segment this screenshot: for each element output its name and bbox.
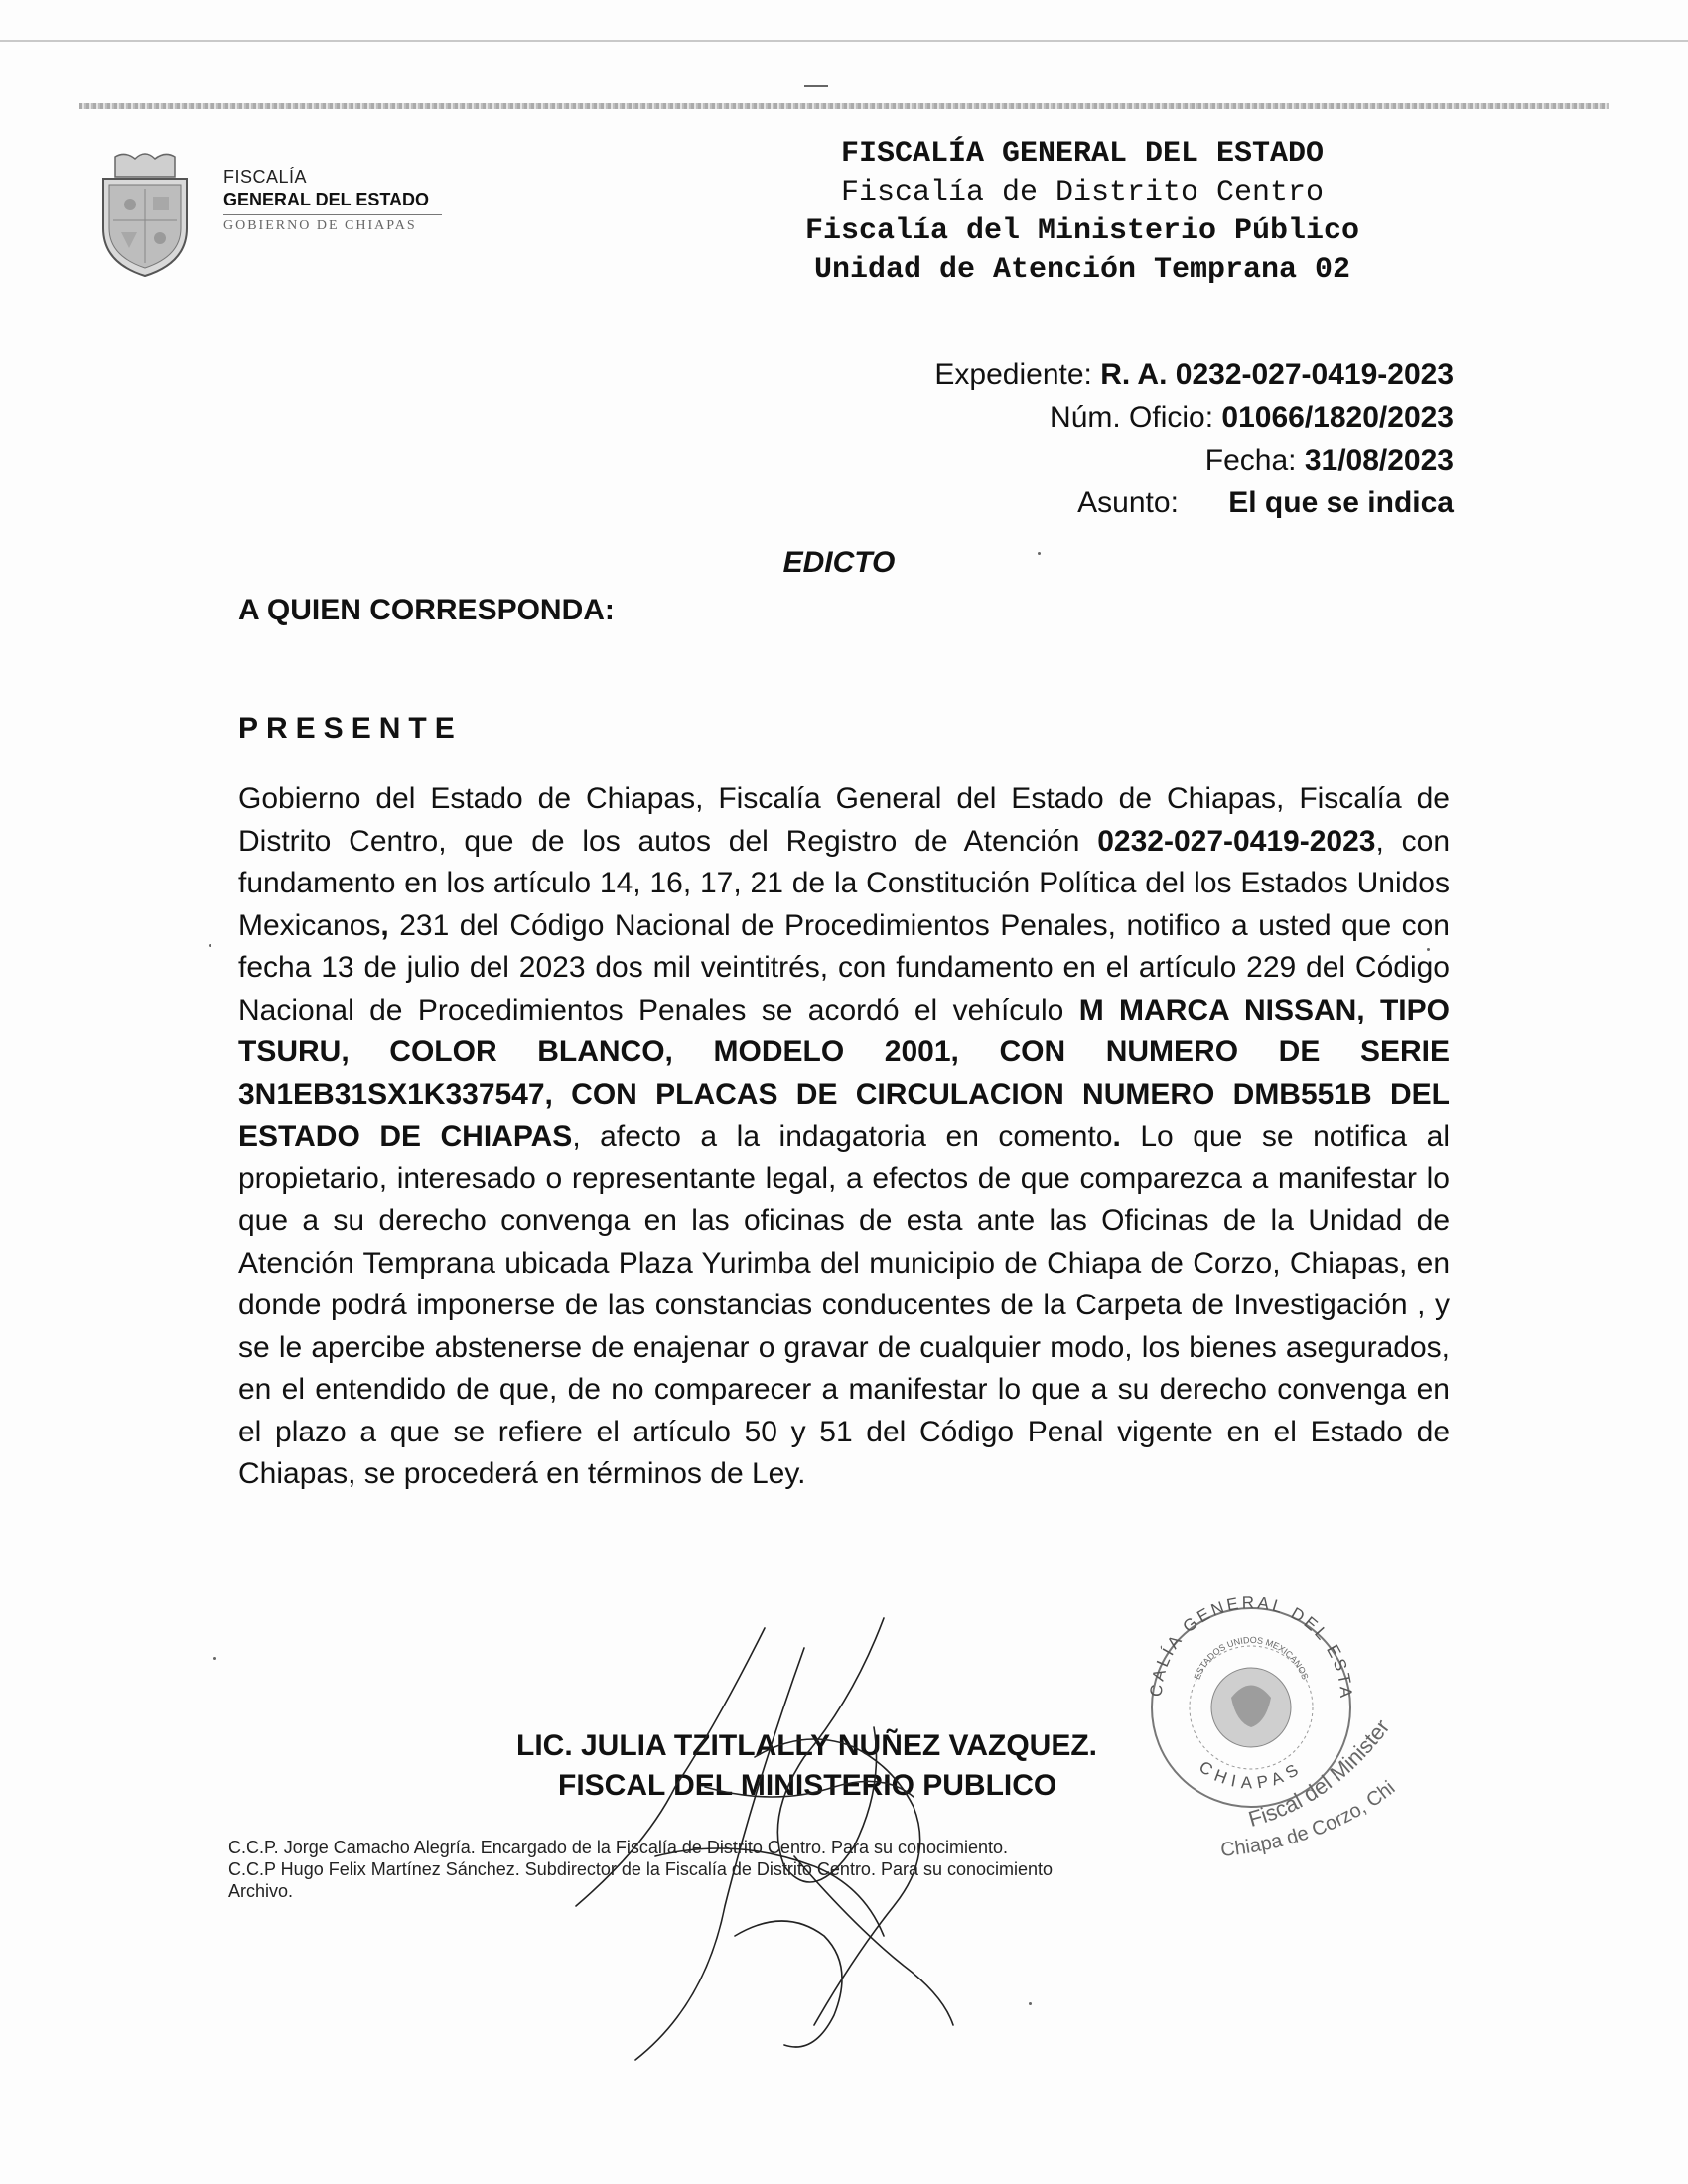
institution-header <box>755 135 1410 290</box>
coat-of-arms-icon <box>95 149 195 278</box>
svg-text:CHIAPAS <box>1196 1757 1307 1792</box>
bold-comma: , <box>380 908 389 942</box>
logo-line-3: GOBIERNO DE CHIAPAS <box>223 218 417 233</box>
seal-inner-text: ESTADOS UNIDOS MEXICANOS <box>1192 1634 1311 1682</box>
fecha-value: 31/08/2023 <box>1304 444 1454 477</box>
official-seal <box>1102 1559 1400 1856</box>
logo-line-2: GENERAL DEL ESTADO <box>223 190 430 209</box>
meta-fecha <box>934 439 1454 481</box>
document-meta <box>934 353 1454 524</box>
meta-oficio <box>934 396 1454 439</box>
expediente-label: Expediente: <box>934 358 1092 391</box>
header-line-2: Fiscalía de Distrito Centro <box>840 176 1325 209</box>
body-text-2: , con fundamento en los artículo 14, 16, 17, 21 de la Constitución Política del los Estados Unidos Mexicanos <box>238 824 1451 942</box>
carbon-copy-list <box>228 1837 1053 1902</box>
header-line-3: Fiscalía del Ministerio Público <box>804 214 1360 248</box>
meta-expediente <box>934 353 1454 396</box>
document-title-text: EDICTO <box>782 546 896 579</box>
header-line-1: FISCALÍA GENERAL DEL ESTADO <box>840 137 1325 171</box>
signer-title: FISCAL DEL MINISTERIO PUBLICO <box>558 1769 1057 1802</box>
institution-logo-text <box>223 167 442 234</box>
fecha-label: Fecha: <box>1204 444 1297 477</box>
asunto-value: El que se indica <box>1228 486 1454 519</box>
oficio-value: 01066/1820/2023 <box>1221 401 1454 434</box>
bold-period: . <box>1112 1120 1121 1153</box>
stamp-line-2: Chiapa de Corzo, Chi <box>1219 1777 1400 1856</box>
seal-bottom-text: CHIAPAS <box>1196 1757 1307 1793</box>
registro-number: 0232-027-0419-2023 <box>1097 824 1376 858</box>
recipient: A QUIEN CORRESPONDA: <box>238 594 615 626</box>
header-line-4: Unidad de Atención Temprana 02 <box>813 253 1351 287</box>
logo-divider <box>223 214 442 215</box>
seal-outer-text: CALÍA GENERAL DEL ESTA <box>1146 1592 1356 1702</box>
body-text-1: Gobierno del Estado de Chiapas, Fiscalía General del Estado de Chiapas, Fiscalía de Distrito Centro, que de los autos del Registro de Atención <box>238 782 1450 858</box>
signer-name: LIC. JULIA TZITLALLY NUÑEZ VAZQUEZ. <box>516 1729 1097 1762</box>
scan-edge-line <box>0 40 1688 42</box>
body-text-3: 231 del Código Nacional de Procedimientos Penales, notifico a usted que con fecha 13 de julio del 2023 dos mil veintitrés, con fundamento en el artículo 229 del Código Nacional de Procedimientos Penales se acordó el vehículo <box>238 908 1450 1026</box>
stamp-line-1: Fiscal del Minister <box>1245 1714 1395 1832</box>
oficio-label: Núm. Oficio: <box>1050 401 1214 434</box>
ccp-line-3: Archivo. <box>228 1881 294 1901</box>
logo-line-1: FISCALÍA <box>223 167 308 187</box>
document-title <box>0 546 1688 580</box>
body-text-4: , afecto a la indagatoria en comento <box>572 1120 1113 1153</box>
meta-asunto <box>934 481 1454 524</box>
header-rule <box>79 103 1609 109</box>
presente-heading: PRESENTE <box>238 712 463 745</box>
ccp-line-2: C.C.P Hugo Felix Martínez Sánchez. Subdirector de la Fiscalía de Distrito Centro. Para su conocimiento <box>228 1859 1054 1879</box>
asunto-label: Asunto: <box>1077 486 1179 519</box>
vehicle-description: M MARCA NISSAN, TIPO TSURU, COLOR BLANCO, MODELO 2001, CON NUMERO DE SERIE 3N1EB31SX1K337547, CON PLACAS DE CIRCULACION NUMERO DMB551B DEL ESTADO DE CHIAPAS <box>238 993 1450 1153</box>
body-paragraph <box>238 778 1450 1496</box>
expediente-value: R. A. 0232-027-0419-2023 <box>1100 358 1454 391</box>
ccp-line-1: C.C.P. Jorge Camacho Alegría. Encargado de la Fiscalía de Distrito Centro. Para su conocimiento. <box>228 1838 1009 1857</box>
body-text-5: Lo que se notifica al propietario, interesado o representante legal, a efectos de que comparezca a manifestar lo que a su derecho convenga en las oficinas de esta ante las Oficinas de la Unidad de Atención Temprana ubicada Plaza Yurimba del municipio de Chiapa de Corzo, Chiapas, en donde podrá imponerse de las constancias conducentes de la Carpeta de Investigación , y se le apercibe abstenerse de enajenar o gravar de cualquier modo, los bienes asegurados, en el entendido de que, de no comparecer a manifestar lo que a su derecho convenga en el plazo a que se refiere el artículo 50 y 51 del Código Penal vigente en el Estado de Chiapas, se procederá en términos de Ley. <box>238 1120 1450 1490</box>
